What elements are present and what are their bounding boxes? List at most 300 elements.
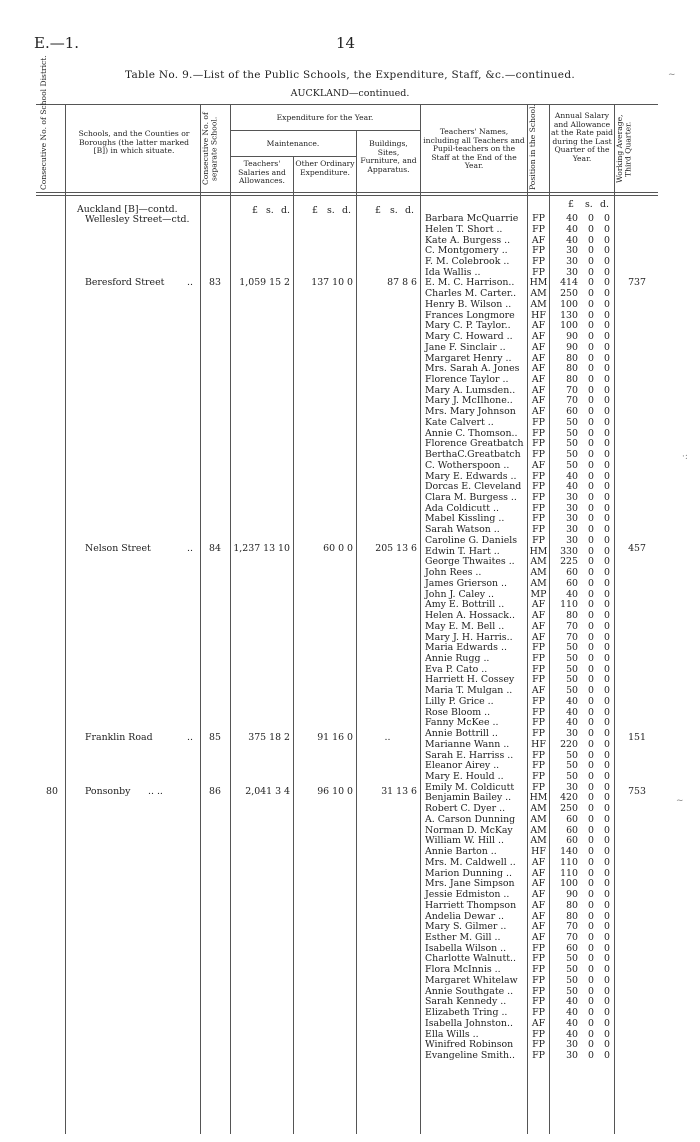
teacher-name: Barbara McQuarrie xyxy=(425,213,519,224)
salary-pounds: 70 xyxy=(566,631,578,643)
salary-shillings: 0 xyxy=(588,599,594,611)
teacher-name: Maria T. Mulgan .. xyxy=(425,685,513,697)
salary-pence: 0 xyxy=(604,406,610,418)
teacher-name: Margaret Whitelaw xyxy=(425,974,518,986)
salary-pence: 0 xyxy=(604,534,610,546)
teacher-position: AF xyxy=(531,867,546,879)
salary-pounds: 50 xyxy=(566,438,578,450)
teacher-name: Andelia Dewar .. xyxy=(425,910,505,922)
salary-shillings: 0 xyxy=(588,953,594,965)
salary-pence: 0 xyxy=(604,492,610,503)
teacher-position: FP xyxy=(532,996,545,1008)
salary-pounds: 60 xyxy=(566,813,578,825)
salary-shillings: 0 xyxy=(588,695,594,707)
salary-shillings: 0 xyxy=(588,438,594,450)
salary-shillings: 0 xyxy=(588,1017,594,1029)
teacher-position: AF xyxy=(531,899,546,911)
salary-pence: 0 xyxy=(604,556,610,568)
salary-pence: 0 xyxy=(604,331,610,342)
teacher-position: FP xyxy=(532,502,545,514)
teacher-name: Amy E. Bottrill .. xyxy=(425,599,505,611)
salary-pence: 0 xyxy=(604,277,610,289)
salary-pounds: 60 xyxy=(566,835,578,847)
salary-pence: 0 xyxy=(604,416,610,428)
teacher-name: Fanny McKee .. xyxy=(425,717,499,729)
teacher-name: James Grierson .. xyxy=(425,577,508,589)
salary-pounds: 50 xyxy=(566,964,578,976)
salary-pence: 0 xyxy=(604,309,610,321)
salary-pounds: 50 xyxy=(566,663,578,675)
salary-pounds: 30 xyxy=(566,534,578,546)
teacher-position: AF xyxy=(531,620,546,632)
salary-pounds: 40 xyxy=(566,588,578,600)
salary-pence: 0 xyxy=(604,449,610,461)
teacher-name: Esther M. Gill .. xyxy=(425,931,501,943)
salary-pence: 0 xyxy=(604,470,610,482)
teacher-position: FP xyxy=(532,771,545,782)
salary-pounds: 60 xyxy=(566,567,578,579)
salary-pence: 0 xyxy=(604,374,610,385)
teacher-position: FP xyxy=(532,534,545,546)
salary-pence: 0 xyxy=(604,846,610,858)
teacher-position: HF xyxy=(531,309,546,321)
salary-pounds: 40 xyxy=(566,717,578,729)
teacher-name: Florence Greatbatch xyxy=(425,438,524,450)
district-number: 80 xyxy=(46,786,58,797)
salary-pounds: 80 xyxy=(566,899,578,911)
salary-pence: 0 xyxy=(604,341,610,353)
teacher-name: Mary E. Hould .. xyxy=(425,771,504,782)
teacher-position: FP xyxy=(532,481,545,493)
salary-pence: 0 xyxy=(604,835,610,847)
teacher-position: HM xyxy=(529,545,548,557)
salary-pence: 0 xyxy=(604,974,610,986)
salary-pence: 0 xyxy=(604,577,610,589)
salary-pounds: 30 xyxy=(566,1039,578,1051)
teacher-position: AM xyxy=(530,835,547,847)
teacher-position: HM xyxy=(529,277,548,289)
school-number: 85 xyxy=(209,732,221,743)
buildings-expenditure: .. xyxy=(384,732,391,743)
salary-pounds: 420 xyxy=(560,792,578,804)
salary-pence: 0 xyxy=(604,1039,610,1051)
salary-pence: 0 xyxy=(604,781,610,793)
salary-shillings: 0 xyxy=(588,931,594,943)
salary-shillings: 0 xyxy=(588,298,594,310)
teacher-position: FP xyxy=(532,449,545,461)
salary-pounds: 100 xyxy=(560,878,578,890)
salary-pounds: 90 xyxy=(566,331,578,342)
report-code: E.—1. xyxy=(34,34,80,52)
salary-shillings: 0 xyxy=(588,642,594,654)
salary-shillings: 0 xyxy=(588,738,594,750)
teacher-name: Mrs. Mary Johnson xyxy=(425,406,516,418)
header-schools: Schools, and the Counties or Boroughs (the latter marked [B]) in which situate. xyxy=(78,129,190,156)
salary-pounds: 50 xyxy=(566,642,578,654)
salary-pounds: 50 xyxy=(566,685,578,697)
salary-pounds: 60 xyxy=(566,942,578,954)
teacher-position: HF xyxy=(531,846,546,858)
salary-shillings: 0 xyxy=(588,631,594,643)
teacher-position: FP xyxy=(532,749,545,761)
salary-pounds: 50 xyxy=(566,760,578,772)
salary-pounds: 30 xyxy=(566,728,578,739)
salary-shillings: 0 xyxy=(588,331,594,342)
page-number: 14 xyxy=(336,34,356,52)
salary-shillings: 0 xyxy=(588,996,594,1008)
district-subtitle: AUCKLAND—continued. xyxy=(290,88,410,99)
salary-pence: 0 xyxy=(604,1028,610,1040)
salary-pence: 0 xyxy=(604,545,610,557)
salary-shillings: 0 xyxy=(588,277,594,289)
teacher-position: FP xyxy=(532,642,545,654)
salary-pence: 0 xyxy=(604,642,610,654)
salary-pence: 0 xyxy=(604,663,610,675)
salary-shillings: 0 xyxy=(588,266,594,278)
header-school-no: Consecutive No. of separate School. xyxy=(201,112,219,186)
salary-shillings: 0 xyxy=(588,255,594,267)
teacher-position: FP xyxy=(532,728,545,739)
salary-shillings: 0 xyxy=(588,234,594,246)
buildings-expenditure: 87 8 6 xyxy=(387,277,417,288)
salary-shillings: 0 xyxy=(588,374,594,385)
school-name: Beresford Street xyxy=(85,277,165,288)
salary-pence: 0 xyxy=(604,867,610,879)
teacher-position: FP xyxy=(532,416,545,428)
salary-pounds: 40 xyxy=(566,213,578,224)
teacher-position: AM xyxy=(530,556,547,568)
teacher-position: FP xyxy=(532,470,545,482)
teacher-position: AF xyxy=(531,352,546,364)
salary-shillings: 0 xyxy=(588,470,594,482)
salary-shillings: 0 xyxy=(588,513,594,525)
other-expenditure: 60 0 0 xyxy=(323,543,353,554)
salary-shillings: 0 xyxy=(588,416,594,428)
teachers-salaries: 1,059 15 2 xyxy=(239,277,290,288)
teacher-name: Eleanor Airey .. xyxy=(425,760,500,772)
salary-pence: 0 xyxy=(604,266,610,278)
salary-shillings: 0 xyxy=(588,781,594,793)
salary-pence: 0 xyxy=(604,738,610,750)
salary-pence: 0 xyxy=(604,320,610,332)
salary-pence: 0 xyxy=(604,384,610,396)
salary-shillings: 0 xyxy=(588,856,594,868)
teacher-position: AM xyxy=(530,577,547,589)
salary-pounds: 100 xyxy=(560,320,578,332)
salary-pounds: 330 xyxy=(560,545,578,557)
school-number: 86 xyxy=(209,786,221,797)
teacher-position: FP xyxy=(532,942,545,954)
teacher-name: Henry B. Wilson .. xyxy=(425,298,512,310)
salary-pounds: 90 xyxy=(566,341,578,353)
teacher-name: Charlotte Walnutt.. xyxy=(425,953,516,965)
salary-pounds: 50 xyxy=(566,674,578,686)
salary-pence: 0 xyxy=(604,717,610,729)
teacher-name: Harriett H. Cossey xyxy=(425,674,515,686)
table-title: Table No. 9.—List of the Public Schools, the Expenditure, Staff, &c.—continued. xyxy=(125,69,575,81)
teacher-name: Mrs. Jane Simpson xyxy=(425,878,515,890)
teacher-name: Sarah Watson .. xyxy=(425,524,500,536)
school-number: 84 xyxy=(209,543,221,554)
salary-pounds: 40 xyxy=(566,706,578,718)
salary-shillings: 0 xyxy=(588,985,594,997)
teacher-position: MP xyxy=(530,588,547,600)
teacher-name: Annie Bottrill .. xyxy=(425,728,498,739)
salary-pence: 0 xyxy=(604,749,610,761)
salary-pence: 0 xyxy=(604,1007,610,1018)
teacher-position: AF xyxy=(531,610,546,621)
buildings-expenditure: 205 13 6 xyxy=(375,543,417,554)
margin-mark: ~ xyxy=(676,796,684,806)
teacher-position: FP xyxy=(532,953,545,965)
salary-pence: 0 xyxy=(604,921,610,933)
salary-shillings: 0 xyxy=(588,1028,594,1040)
teacher-name: May E. M. Bell .. xyxy=(425,620,505,632)
teacher-position: FP xyxy=(532,1049,545,1061)
salary-shillings: 0 xyxy=(588,846,594,858)
salary-pounds: 30 xyxy=(566,492,578,503)
teacher-name: Ella Wills .. xyxy=(425,1028,479,1040)
teacher-name: John Rees .. xyxy=(425,567,482,579)
header-working-average: Working Average, Third Quarter. xyxy=(615,114,633,184)
teacher-name: Mary A. Lumsden.. xyxy=(425,384,516,396)
salary-pence: 0 xyxy=(604,706,610,718)
salary-pounds: 40 xyxy=(566,996,578,1008)
teacher-position: FP xyxy=(532,524,545,536)
teacher-name: Isabella Wilson .. xyxy=(425,942,507,954)
other-expenditure: 91 16 0 xyxy=(317,732,353,743)
salary-shillings: 0 xyxy=(588,384,594,396)
working-average: 457 xyxy=(628,543,646,554)
teacher-name: Mrs. Sarah A. Jones xyxy=(425,363,520,375)
teacher-name: Clara M. Burgess .. xyxy=(425,492,517,503)
teacher-position: FP xyxy=(532,964,545,976)
teacher-position: AM xyxy=(530,288,547,300)
salary-shillings: 0 xyxy=(588,663,594,675)
teacher-position: FP xyxy=(532,674,545,686)
salary-pounds: 414 xyxy=(560,277,578,289)
teacher-name: Charles M. Carter.. xyxy=(425,288,517,300)
teacher-position: AM xyxy=(530,813,547,825)
salary-pounds: 110 xyxy=(560,856,578,868)
teacher-name: Marianne Wann .. xyxy=(425,738,510,750)
salary-pounds: 140 xyxy=(560,846,578,858)
salary-pounds: 60 xyxy=(566,577,578,589)
salary-pounds: 110 xyxy=(560,867,578,879)
salary-pence: 0 xyxy=(604,599,610,611)
salary-pence: 0 xyxy=(604,481,610,493)
salary-shillings: 0 xyxy=(588,685,594,697)
header-teachers-salaries: Teachers' Salaries and Allowances. xyxy=(238,159,286,186)
salary-pounds: 30 xyxy=(566,255,578,267)
salary-shillings: 0 xyxy=(588,974,594,986)
header-maintenance: Maintenance. xyxy=(266,139,320,148)
salary-pounds: 130 xyxy=(560,309,578,321)
teacher-position: FP xyxy=(532,717,545,729)
salary-pence: 0 xyxy=(604,363,610,375)
salary-shillings: 0 xyxy=(588,1007,594,1018)
teacher-name: A. Carson Dunning xyxy=(425,813,516,825)
teacher-name: Robert C. Dyer .. xyxy=(425,803,506,815)
salary-pounds: 50 xyxy=(566,652,578,664)
salary-shillings: 0 xyxy=(588,406,594,418)
teacher-position: AF xyxy=(531,685,546,697)
school-number: 83 xyxy=(209,277,221,288)
salary-pence: 0 xyxy=(604,395,610,407)
salary-shillings: 0 xyxy=(588,245,594,257)
salary-pence: 0 xyxy=(604,213,610,224)
other-expenditure: 137 10 0 xyxy=(311,277,353,288)
salary-pence: 0 xyxy=(604,942,610,954)
salary-shillings: 0 xyxy=(588,652,594,664)
teacher-position: AF xyxy=(531,889,546,900)
teacher-name: Helen T. Short .. xyxy=(425,223,503,235)
teacher-position: AF xyxy=(531,331,546,342)
salary-pence: 0 xyxy=(604,588,610,600)
salary-pounds: 30 xyxy=(566,266,578,278)
teacher-position: AM xyxy=(530,803,547,815)
other-expenditure: 96 10 0 xyxy=(317,786,353,797)
teacher-name: Annie Southgate .. xyxy=(425,985,514,997)
header-position: Position in the School. xyxy=(528,104,537,190)
teacher-position: AM xyxy=(530,567,547,579)
salary-shillings: 0 xyxy=(588,921,594,933)
teacher-name: Sarah E. Harriss .. xyxy=(425,749,514,761)
teacher-position: FP xyxy=(532,213,545,224)
teacher-position: FP xyxy=(532,266,545,278)
teacher-position: FP xyxy=(532,706,545,718)
salary-pence: 0 xyxy=(604,1017,610,1029)
teacher-position: AF xyxy=(531,921,546,933)
buildings-expenditure: 31 13 6 xyxy=(381,786,417,797)
salary-shillings: 0 xyxy=(588,792,594,804)
salary-shillings: 0 xyxy=(588,567,594,579)
salary-pence: 0 xyxy=(604,620,610,632)
salary-pounds: 40 xyxy=(566,481,578,493)
salary-pounds: 40 xyxy=(566,1007,578,1018)
salary-pence: 0 xyxy=(604,255,610,267)
salary-shillings: 0 xyxy=(588,320,594,332)
teacher-name: Mary S. Gilmer .. xyxy=(425,921,507,933)
teacher-name: Annie Rugg .. xyxy=(425,652,490,664)
salary-shillings: 0 xyxy=(588,427,594,439)
teacher-name: Jane F. Sinclair .. xyxy=(425,341,506,353)
salary-pounds: 50 xyxy=(566,749,578,761)
teacher-position: AF xyxy=(531,406,546,418)
salary-shillings: 0 xyxy=(588,545,594,557)
teacher-name: Emily M. Coldicutt xyxy=(425,781,515,793)
salary-pence: 0 xyxy=(604,771,610,782)
salary-shillings: 0 xyxy=(588,213,594,224)
salary-shillings: 0 xyxy=(588,395,594,407)
salary-shillings: 0 xyxy=(588,889,594,900)
salary-pence: 0 xyxy=(604,889,610,900)
teacher-name: Sarah Kennedy .. xyxy=(425,996,507,1008)
school-name-cont: Wellesley Street—ctd. xyxy=(85,214,190,225)
salary-pounds: 40 xyxy=(566,695,578,707)
school-name: Ponsonby xyxy=(85,786,131,797)
teacher-name: Maria Edwards .. xyxy=(425,642,507,654)
teacher-name: BerthaC.Greatbatch xyxy=(425,449,521,461)
salary-pence: 0 xyxy=(604,813,610,825)
teacher-name: Norman D. McKay xyxy=(425,824,513,836)
salary-shillings: 0 xyxy=(588,803,594,815)
salary-pounds: 30 xyxy=(566,245,578,257)
teacher-name: Ida Wallis .. xyxy=(425,266,481,278)
salary-pence: 0 xyxy=(604,803,610,815)
margin-mark: ·: xyxy=(682,452,688,462)
salary-pounds: 70 xyxy=(566,384,578,396)
school-name: Franklin Road xyxy=(85,732,153,743)
salary-shillings: 0 xyxy=(588,352,594,364)
salary-pence: 0 xyxy=(604,352,610,364)
teacher-name: Mary C. Howard .. xyxy=(425,331,513,342)
salary-pounds: 80 xyxy=(566,910,578,922)
header-district-no: Consecutive No. of School District. xyxy=(39,55,48,190)
teacher-name: Benjamin Bailey .. xyxy=(425,792,512,804)
salary-shillings: 0 xyxy=(588,910,594,922)
teacher-name: Kate A. Burgess .. xyxy=(425,234,511,246)
salary-shillings: 0 xyxy=(588,449,594,461)
salary-shillings: 0 xyxy=(588,867,594,879)
teacher-position: AF xyxy=(531,931,546,943)
salary-shillings: 0 xyxy=(588,309,594,321)
teacher-name: Caroline G. Daniels xyxy=(425,534,518,546)
salary-shillings: 0 xyxy=(588,534,594,546)
teacher-position: FP xyxy=(532,974,545,986)
teachers-salaries: 2,041 3 4 xyxy=(245,786,290,797)
teacher-name: Eva P. Cato .. xyxy=(425,663,488,675)
salary-pence: 0 xyxy=(604,878,610,890)
salary-pence: 0 xyxy=(604,1049,610,1061)
teacher-name: William W. Hill .. xyxy=(425,835,504,847)
salary-pounds: 50 xyxy=(566,771,578,782)
teacher-name: Edwin T. Hart .. xyxy=(425,545,500,557)
salary-pounds: 40 xyxy=(566,1017,578,1029)
teacher-position: AF xyxy=(531,1017,546,1029)
salary-pounds: 40 xyxy=(566,234,578,246)
teacher-name: Harriett Thompson xyxy=(425,899,517,911)
teacher-name: Mary J. H. Harris.. xyxy=(425,631,513,643)
salary-shillings: 0 xyxy=(588,610,594,621)
salary-shillings: 0 xyxy=(588,588,594,600)
salary-pence: 0 xyxy=(604,985,610,997)
salary-pence: 0 xyxy=(604,652,610,664)
teacher-position: FP xyxy=(532,427,545,439)
salary-pounds: 70 xyxy=(566,620,578,632)
salary-shillings: 0 xyxy=(588,899,594,911)
teacher-name: Margaret Henry .. xyxy=(425,352,512,364)
teacher-name: Mary C. P. Taylor.. xyxy=(425,320,511,332)
salary-pence: 0 xyxy=(604,996,610,1008)
teacher-position: FP xyxy=(532,492,545,503)
salary-pounds: 70 xyxy=(566,395,578,407)
teacher-position: FP xyxy=(532,695,545,707)
salary-pounds: 30 xyxy=(566,781,578,793)
salary-shillings: 0 xyxy=(588,942,594,954)
teacher-name: Helen A. Hossack.. xyxy=(425,610,515,621)
salary-pence: 0 xyxy=(604,856,610,868)
salary-pounds: 50 xyxy=(566,427,578,439)
salary-shillings: 0 xyxy=(588,749,594,761)
salary-shillings: 0 xyxy=(588,341,594,353)
school-name: Auckland [B]—contd. xyxy=(77,204,178,215)
salary-pence: 0 xyxy=(604,459,610,471)
teacher-position: AF xyxy=(531,878,546,890)
teacher-name: Ada Coldicutt .. xyxy=(425,502,499,514)
salary-pence: 0 xyxy=(604,298,610,310)
salary-pence: 0 xyxy=(604,502,610,514)
